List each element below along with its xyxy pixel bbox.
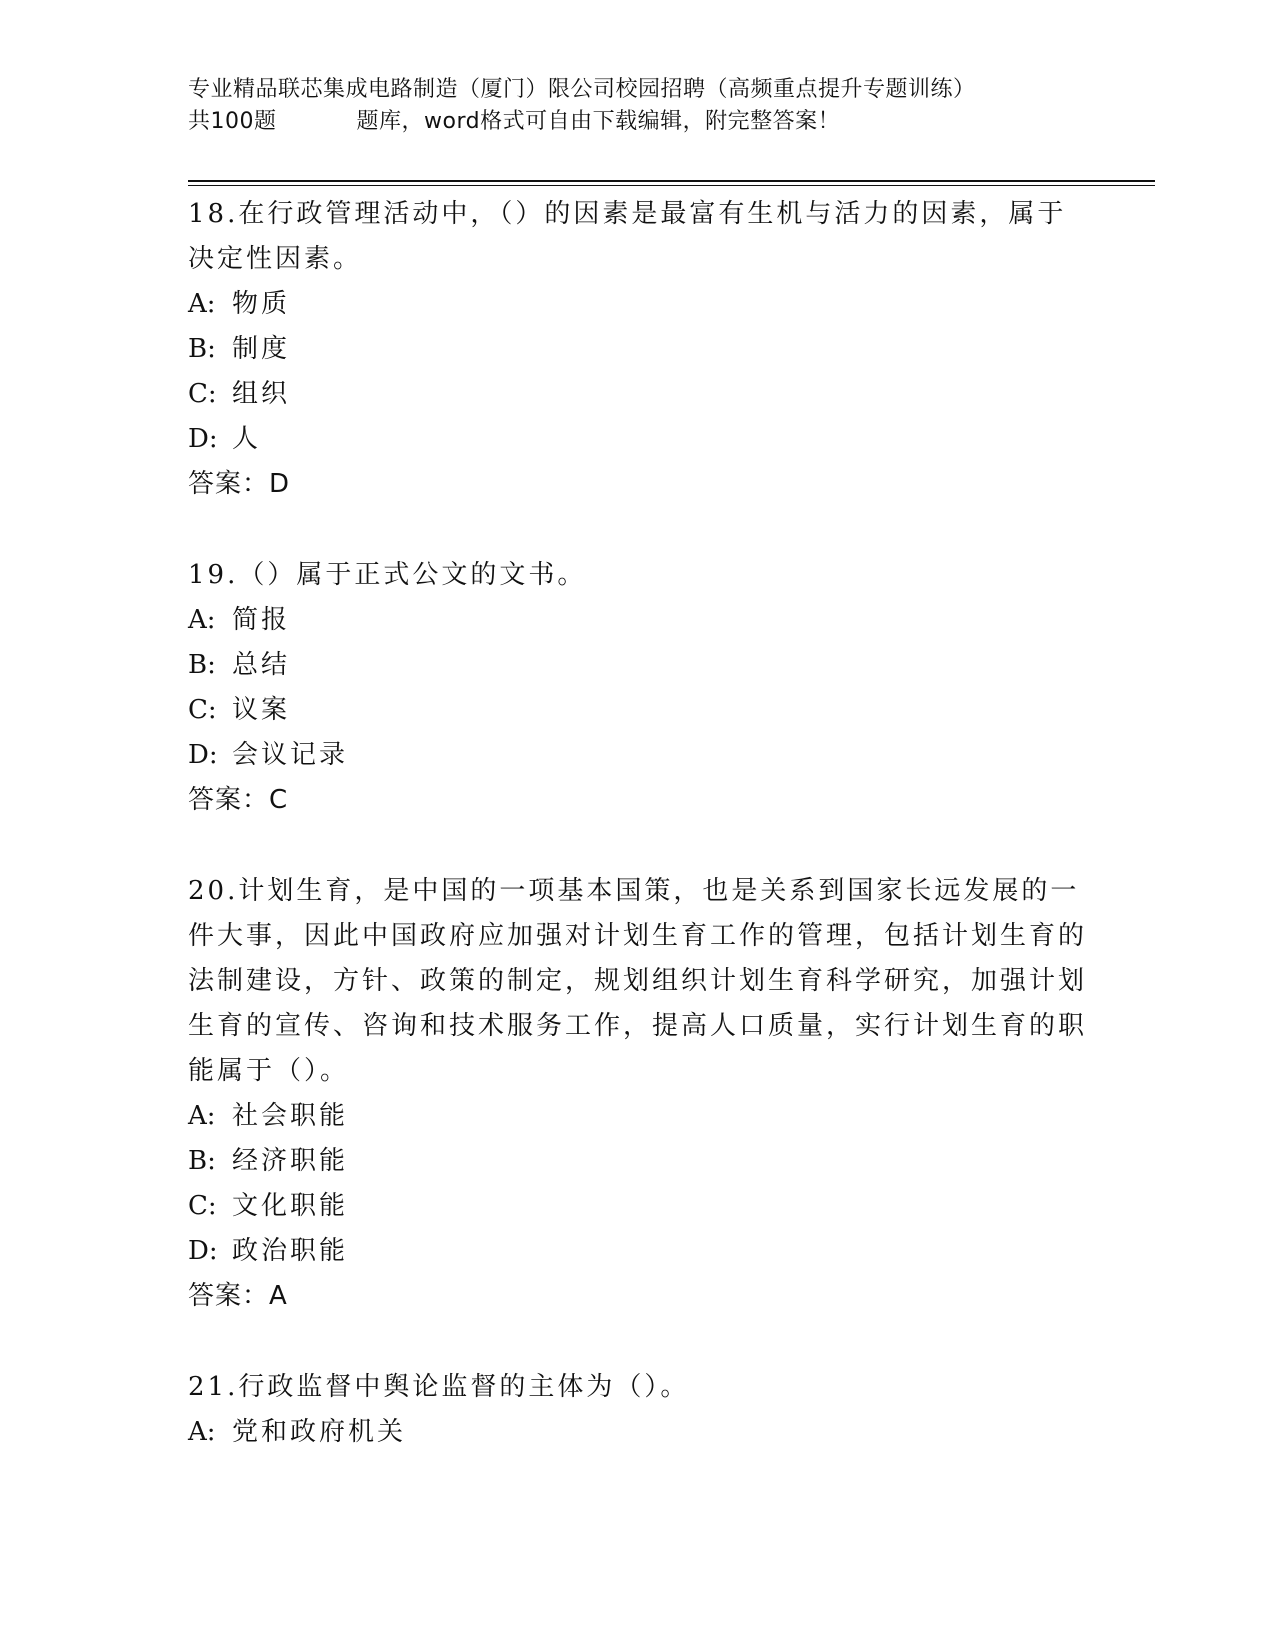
question-21: [188, 1365, 1088, 1455]
question-text: 21.行政监督中舆论监督的主体为（）。: [188, 1372, 690, 1402]
header-description: 题库，word格式可自由下载编辑，附完整答案！: [356, 109, 841, 134]
option-key: B:: [188, 334, 216, 364]
option-key: C:: [188, 379, 217, 409]
option-c: [188, 372, 1088, 417]
option-d: [188, 1229, 1088, 1274]
header-divider-thin: [188, 185, 1155, 186]
option-d: [188, 417, 1088, 462]
question-20: [188, 869, 1088, 1319]
option-key: C:: [188, 695, 217, 725]
question-19: [188, 553, 1088, 823]
option-key: B:: [188, 1146, 216, 1176]
option-key: D:: [188, 424, 218, 454]
option-key: B:: [188, 650, 216, 680]
question-text: 20.计划生育，是中国的一项基本国策，也是关系到国家长远发展的一件大事，因此中国政府应加强对计划生育工作的管理，包括计划生育的法制建设，方针、政策的制定，规划组织计划生育科学研究，加强计划生育的宣传、咨询和技术服务工作，提高人口质量，实行计划生育的职能属于（）。: [188, 876, 1088, 1086]
option-key: A:: [188, 1417, 216, 1447]
question-text: 18.在行政管理活动中，（）的因素是最富有生机与活力的因素，属于决定性因素。: [188, 199, 1067, 274]
header-divider-thick: [188, 180, 1155, 182]
header-subtitle: [188, 106, 1088, 138]
option-b: [188, 1139, 1088, 1184]
option-label: 党和政府机关: [232, 1417, 407, 1447]
option-label: 政治职能: [232, 1236, 349, 1266]
option-key: A:: [188, 289, 216, 319]
option-a: [188, 282, 1088, 327]
answer-line: 答案：D: [188, 469, 291, 499]
option-label: 简报: [232, 605, 291, 635]
option-b: [188, 643, 1088, 688]
option-label: 物质: [232, 289, 291, 319]
option-key: C:: [188, 1191, 217, 1221]
header-title: 专业精品联芯集成电路制造（厦门）限公司校园招聘（高频重点提升专题训练）: [188, 77, 976, 102]
option-label: 经济职能: [232, 1146, 349, 1176]
header-count: 共100题: [188, 109, 277, 134]
option-key: D:: [188, 1236, 218, 1266]
option-label: 人: [232, 424, 262, 454]
answer-line: 答案：A: [188, 1281, 288, 1311]
option-label: 组织: [232, 379, 291, 409]
option-d: [188, 733, 1088, 778]
option-key: D:: [188, 740, 218, 770]
question-text: 19.（）属于正式公文的文书。: [188, 560, 587, 590]
option-label: 社会职能: [232, 1101, 349, 1131]
option-c: [188, 1184, 1088, 1229]
option-label: 会议记录: [232, 740, 349, 770]
option-c: [188, 688, 1088, 733]
answer-line: 答案：C: [188, 785, 289, 815]
question-list: [188, 192, 1088, 1501]
option-key: A:: [188, 1101, 216, 1131]
option-a: [188, 598, 1088, 643]
option-key: A:: [188, 605, 216, 635]
option-label: 总结: [232, 650, 291, 680]
question-18: [188, 192, 1088, 507]
document-header: [188, 74, 1088, 138]
option-a: [188, 1094, 1088, 1139]
option-label: 制度: [232, 334, 291, 364]
option-label: 文化职能: [232, 1191, 349, 1221]
option-a: [188, 1410, 1088, 1455]
option-label: 议案: [232, 695, 291, 725]
option-b: [188, 327, 1088, 372]
